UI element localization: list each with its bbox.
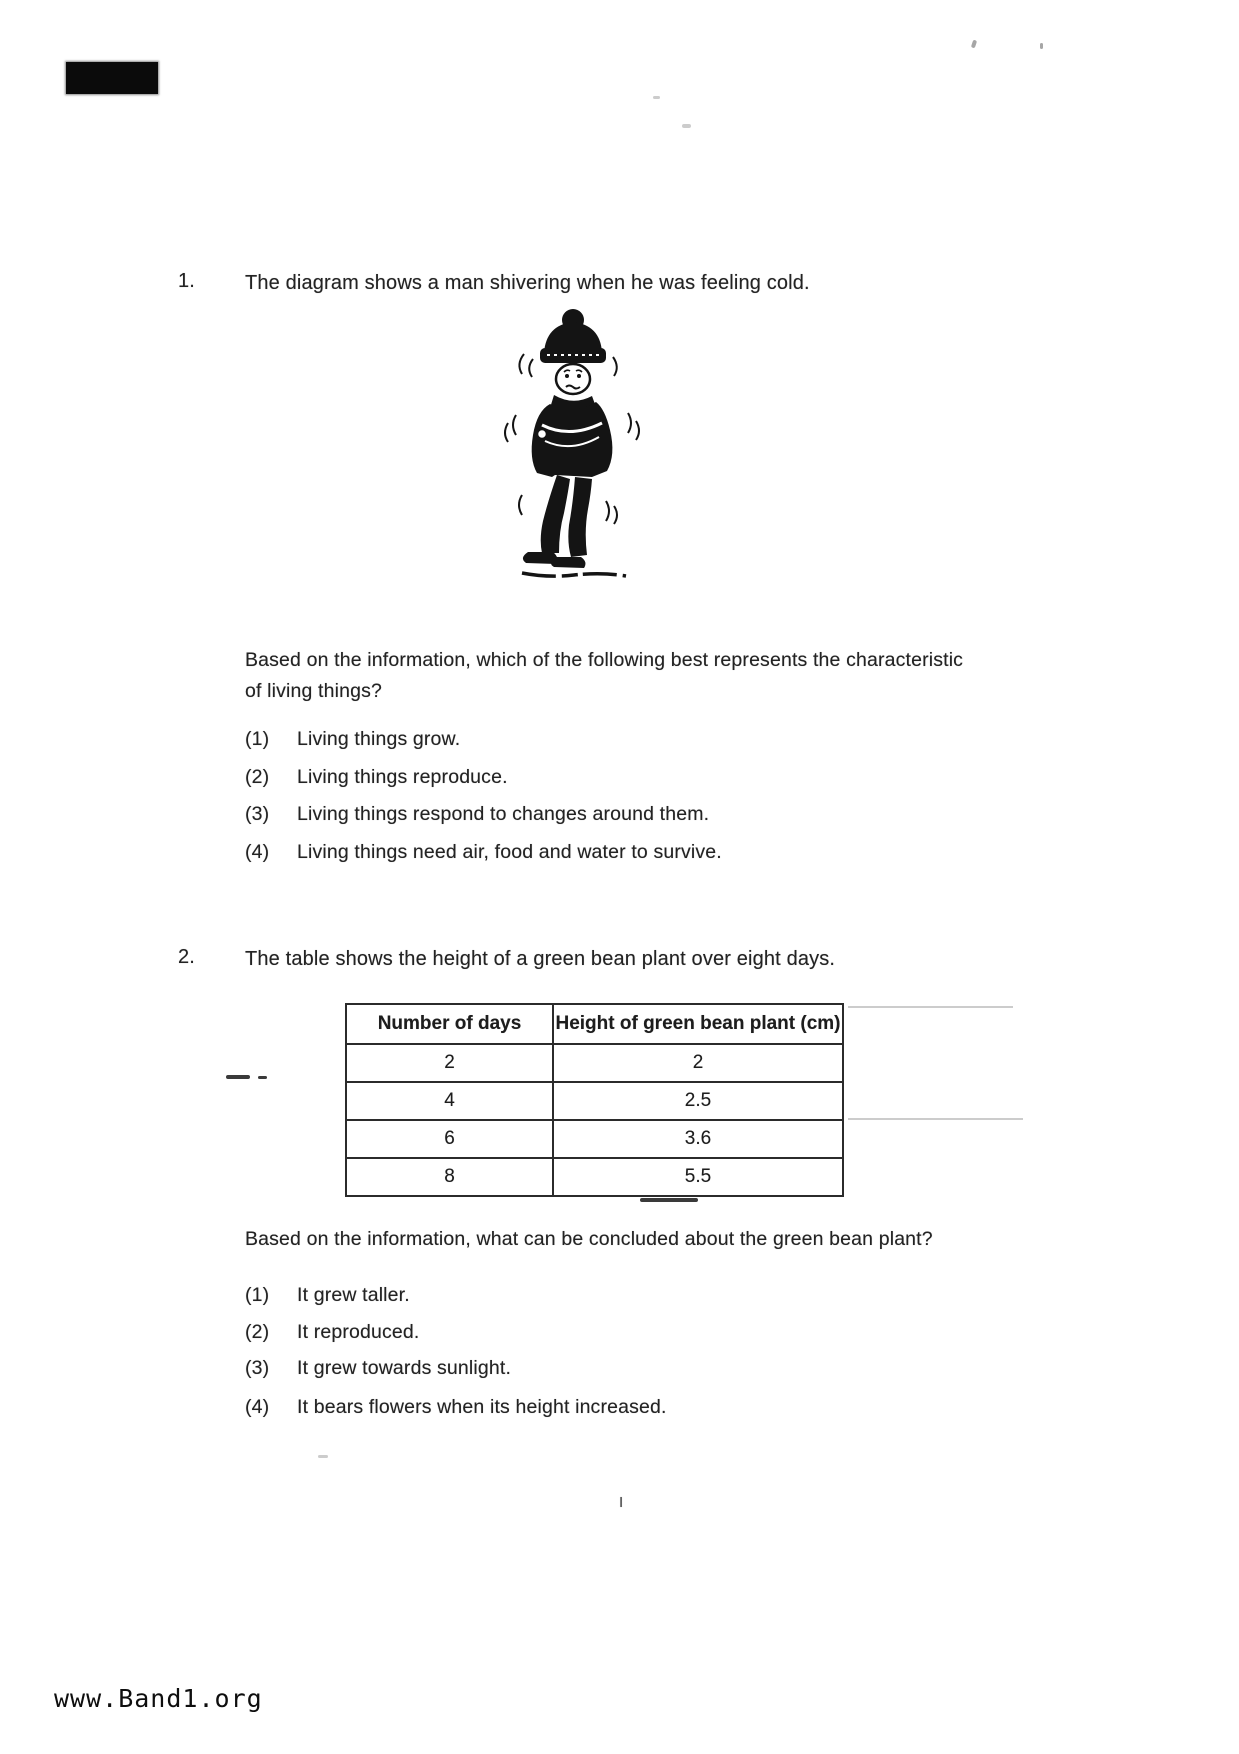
page-number-marker: I bbox=[619, 1494, 624, 1511]
scan-speck bbox=[653, 96, 660, 99]
q2-option-1 bbox=[245, 1284, 410, 1307]
scan-artifact bbox=[226, 1075, 250, 1079]
table-row bbox=[346, 1044, 843, 1082]
q1-option-1 bbox=[245, 728, 460, 751]
table-cell: 5.5 bbox=[553, 1158, 843, 1196]
q1-option-3 bbox=[245, 803, 709, 826]
option-text: It bears flowers when its height increased. bbox=[297, 1396, 667, 1418]
option-text: Living things need air, food and water to survive. bbox=[297, 841, 722, 863]
q2-option-4 bbox=[245, 1396, 667, 1419]
table-header-row bbox=[346, 1004, 843, 1044]
option-text: Living things grow. bbox=[297, 728, 461, 750]
question-2-number: 2. bbox=[178, 946, 195, 968]
table-cell: 2 bbox=[553, 1044, 843, 1082]
q2-option-3 bbox=[245, 1357, 511, 1380]
option-label: (3) bbox=[245, 1357, 270, 1379]
scan-speck bbox=[971, 40, 977, 49]
shivering-man-illustration bbox=[478, 303, 668, 588]
table-cell: 4 bbox=[346, 1082, 553, 1120]
scan-artifact bbox=[258, 1076, 267, 1079]
table-row bbox=[346, 1120, 843, 1158]
q1-option-2 bbox=[245, 766, 508, 789]
subprompt-line: Based on the information, which of the following best represents the characteristic bbox=[245, 649, 964, 671]
scan-speck bbox=[682, 124, 691, 128]
option-label: (4) bbox=[245, 1396, 270, 1418]
option-text: Living things respond to changes around them. bbox=[297, 803, 710, 825]
option-text: It grew towards sunlight. bbox=[297, 1357, 512, 1379]
option-label: (1) bbox=[245, 728, 270, 750]
q1-option-4 bbox=[245, 841, 722, 864]
question-1-number: 1. bbox=[178, 270, 195, 292]
option-label: (3) bbox=[245, 803, 270, 825]
site-watermark: www.Band1.org bbox=[54, 1684, 263, 1713]
option-text: It reproduced. bbox=[297, 1321, 420, 1343]
growth-table-wrap bbox=[345, 1003, 844, 1197]
option-text: Living things reproduce. bbox=[297, 766, 508, 788]
scan-speck bbox=[1040, 43, 1043, 49]
redacted-stamp bbox=[66, 62, 158, 94]
table-cell: 2 bbox=[346, 1044, 553, 1082]
option-label: (4) bbox=[245, 841, 270, 863]
table-cell: 3.6 bbox=[553, 1120, 843, 1158]
subprompt-line: Based on the information, what can be concluded about the green bean plant? bbox=[245, 1228, 933, 1250]
table-row bbox=[346, 1158, 843, 1196]
scan-speck bbox=[318, 1455, 328, 1458]
question-1-prompt: The diagram shows a man shivering when he was feeling cold. bbox=[245, 272, 810, 294]
option-label: (2) bbox=[245, 1321, 270, 1343]
table-header-height: Height of green bean plant (cm) bbox=[553, 1004, 843, 1044]
scan-artifact bbox=[848, 1118, 1023, 1120]
growth-table bbox=[345, 1003, 844, 1197]
option-label: (2) bbox=[245, 766, 270, 788]
subprompt-line: of living things? bbox=[245, 680, 382, 702]
table-cell: 2.5 bbox=[553, 1082, 843, 1120]
question-2-subprompt bbox=[245, 1224, 1025, 1255]
option-text: It grew taller. bbox=[297, 1284, 410, 1306]
question-1-subprompt bbox=[245, 645, 1005, 707]
table-header-days: Number of days bbox=[346, 1004, 553, 1044]
shivering-man-figure bbox=[478, 303, 668, 588]
scan-artifact bbox=[848, 1006, 1013, 1008]
table-cell: 8 bbox=[346, 1158, 553, 1196]
table-row bbox=[346, 1082, 843, 1120]
question-2-prompt: The table shows the height of a green bean plant over eight days. bbox=[245, 948, 836, 970]
option-label: (1) bbox=[245, 1284, 270, 1306]
q2-option-2 bbox=[245, 1321, 419, 1344]
table-cell: 6 bbox=[346, 1120, 553, 1158]
scan-artifact bbox=[640, 1198, 698, 1202]
